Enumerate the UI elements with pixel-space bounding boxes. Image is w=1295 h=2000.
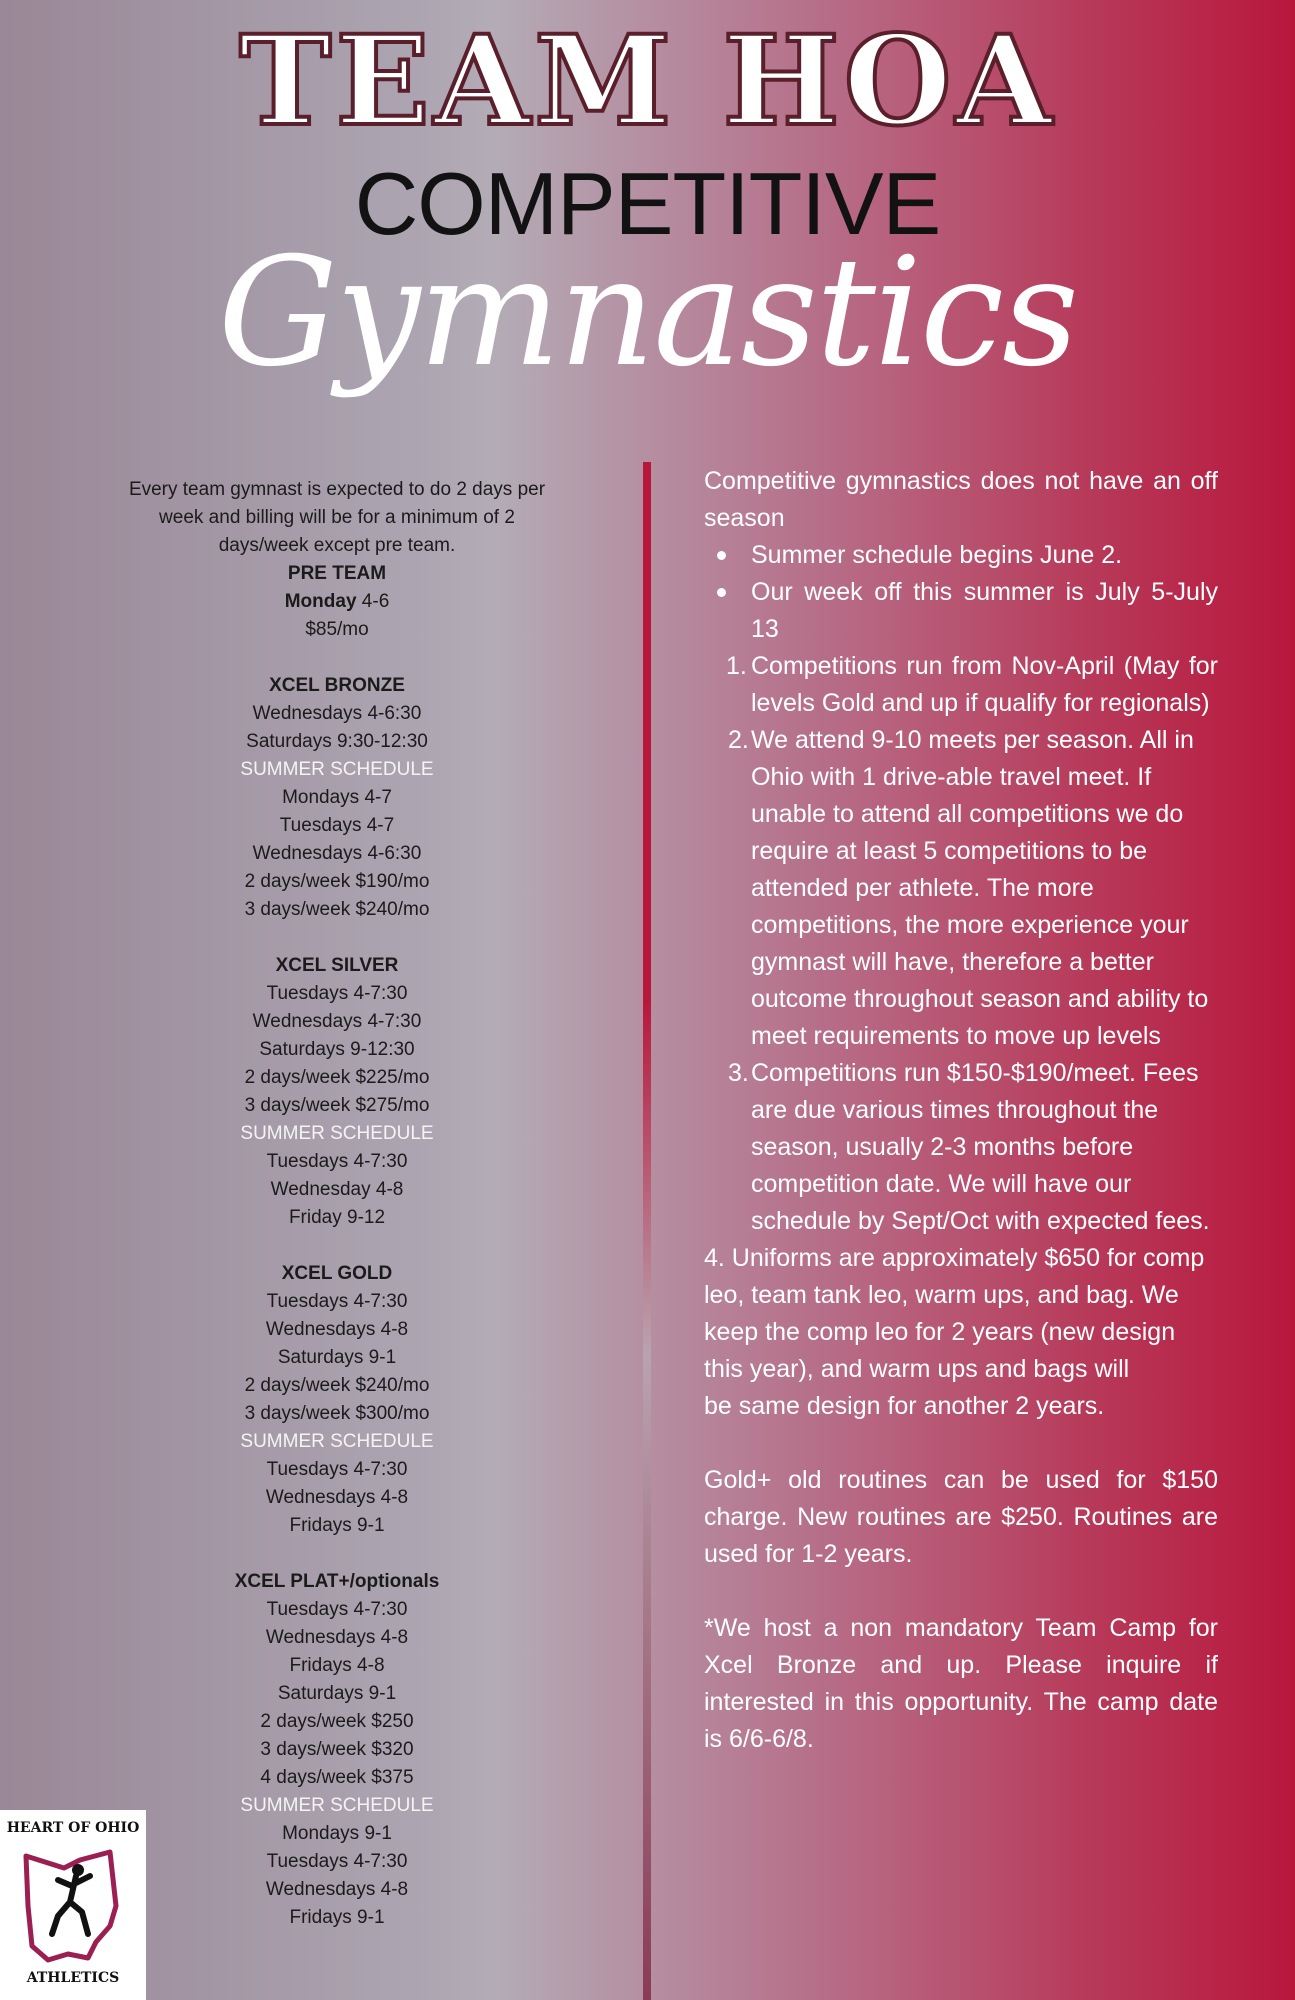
uniforms-text: 4. Uniforms are approximately $650 for comp leo, team tank leo, warm ups, and bag. We keep the comp leo for 2 years (new design this year), and warm ups and bags will [704, 1244, 1205, 1383]
uniforms-text-tail: be same design for another 2 years. [704, 1392, 1105, 1420]
logo-top-text: HEART OF OHIO [6, 1820, 140, 1836]
routines-text: Gold+ old routines can be used for $150 charge. New routines are $250. Routines are used for 1-2 years. [704, 1466, 1218, 1568]
heart-of-ohio-logo [0, 1810, 146, 2000]
program-pre-team [64, 560, 610, 644]
bullet-item: Summer schedule begins June 2. [704, 537, 1218, 574]
summer-schedule-label: SUMMER SCHEDULE [240, 1123, 434, 1144]
program-name: PRE TEAM [287, 563, 387, 584]
numbered-item-3: 3. Competitions run $150-$190/meet. Fees are due various times throughout the season, usually 2-3 months before competition date. We will have our schedule by Sept/Oct with expected fees. [728, 1059, 1210, 1235]
summer-schedule-label: SUMMER SCHEDULE [240, 759, 434, 780]
summer-schedule-label: SUMMER SCHEDULE [240, 1431, 434, 1452]
program-price: $85/mo [305, 619, 369, 640]
program-name: XCEL GOLD [281, 1263, 393, 1284]
program-day: Monday 4-6 [284, 591, 390, 612]
program-xcel-plat: XCEL PLAT+/optionals Tuesdays 4-7:30 Wednesdays 4-8 Fridays 4-8 Saturdays 9-1 2 days/week $250 3 days/week $320 4 days/week $375 SUMMER SCHEDULE Mondays 9-1 Tuesdays 4-7:30 Wednesdays 4-8 Fridays 9-1 [64, 1568, 610, 1932]
program-name: XCEL SILVER [275, 955, 399, 976]
info-column [704, 463, 1218, 1758]
numbered-item-1: 1. Competitions run from Nov-April (May for levels Gold and up if qualify for regionals) [726, 652, 1218, 717]
numbered-item-2: 2. We attend 9-10 meets per season. All in Ohio with 1 drive-able travel meet. If unable to attend all competitions we do require at least 5 competitions to be attended per athlete. The more competitions, the more experience your gymnast will have, therefore a better outcome throughout season and ability to meet requirements to move up levels [728, 726, 1209, 1050]
program-xcel-silver: XCEL SILVER Tuesdays 4-7:30 Wednesdays 4-7:30 Saturdays 9-12:30 2 days/week $225/mo 3 days/week $275/mo SUMMER SCHEDULE Tuesdays 4-7:30 Wednesday 4-8 Friday 9-12 [64, 952, 610, 1232]
intro-text: Every team gymnast is expected to do 2 days per week and billing will be for a minimum of 2 days/week except pre team. [128, 479, 546, 556]
program-name: XCEL BRONZE [269, 675, 405, 696]
title-competitive: COMPETITIVE [354, 154, 941, 253]
title-team-hoa: TEAM HOA [239, 9, 1056, 154]
team-camp-text: *We host a non mandatory Team Camp for Xcel Bronze and up. Please inquire if interested in this opportunity. The camp date is 6/6-6/8. [704, 1614, 1218, 1753]
schedule-column [64, 476, 610, 1932]
off-season-text: Competitive gymnastics does not have an off season [704, 467, 1218, 532]
logo-bottom-text: ATHLETICS [26, 1970, 120, 1986]
column-divider [643, 462, 651, 2000]
program-name: XCEL PLAT+/optionals [234, 1571, 440, 1592]
summer-schedule-label: SUMMER SCHEDULE [240, 1795, 434, 1816]
program-xcel-gold: XCEL GOLD Tuesdays 4-7:30 Wednesdays 4-8 Saturdays 9-1 2 days/week $240/mo 3 days/week $300/mo SUMMER SCHEDULE Tuesdays 4-7:30 Wednesdays 4-8 Fridays 9-1 [64, 1260, 610, 1540]
ohio-gymnast-icon [18, 1846, 128, 1966]
bullet-item: Our week off this summer is July 5-July 13 [704, 574, 1218, 648]
title-gymnastics: Gymnastics [217, 226, 1078, 400]
program-xcel-bronze: XCEL BRONZE Wednesdays 4-6:30 Saturdays 9:30-12:30 SUMMER SCHEDULE Mondays 4-7 Tuesdays 4-7 Wednesdays 4-6:30 2 days/week $190/mo 3 days/week $240/mo [64, 672, 610, 924]
